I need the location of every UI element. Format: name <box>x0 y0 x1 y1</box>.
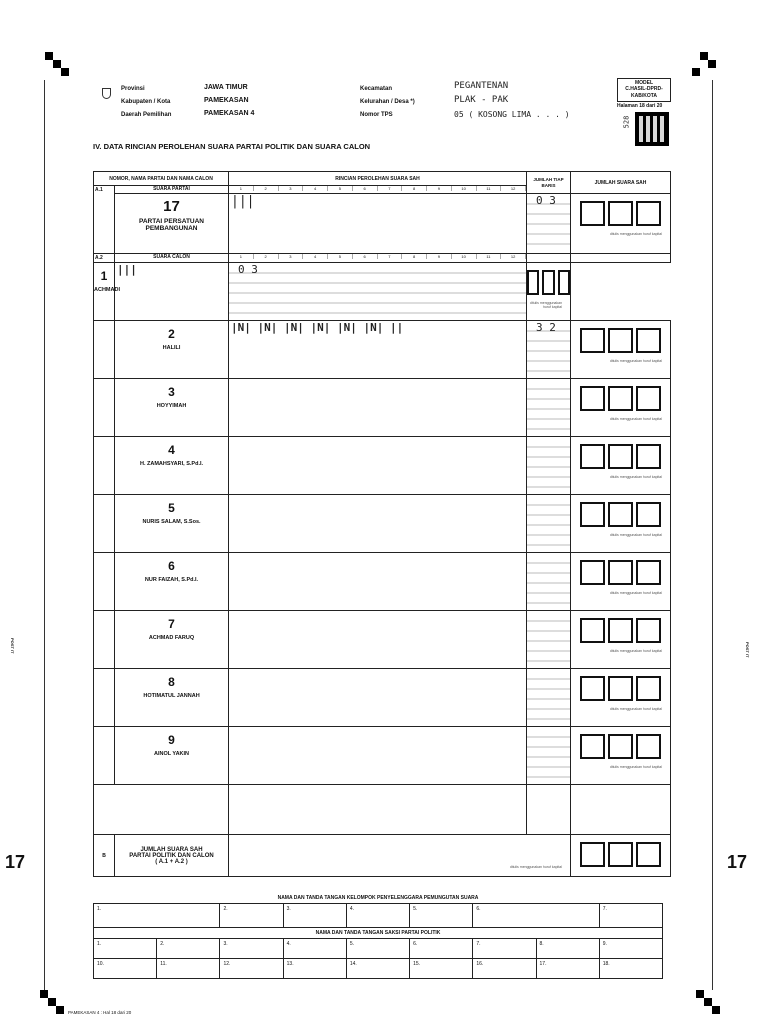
candidate-box-note: ditulis menggunakan huruf kapital <box>609 765 663 769</box>
candidate-row <box>94 263 671 321</box>
tally-column-number: 1 <box>229 254 254 259</box>
qr-code-icon <box>635 112 669 146</box>
tally-column-number: 3 <box>279 186 304 191</box>
code-cell <box>94 495 115 553</box>
side-label-left: POST IT <box>10 638 15 654</box>
candidate-number: 2 <box>168 327 175 341</box>
candidate-cell <box>115 553 229 611</box>
side-number-left: 17 <box>5 852 26 872</box>
page-frame-right <box>712 80 713 990</box>
registration-mark-top-left <box>45 52 53 60</box>
candidate-sum-boxes[interactable] <box>571 321 670 353</box>
model-line-1: MODEL <box>634 80 654 86</box>
signature-slot[interactable]: 1. <box>94 904 220 928</box>
candidate-number: 6 <box>168 559 175 573</box>
model-line-2: C.HASIL-DPRD- <box>625 86 663 93</box>
tally-column-number: 2 <box>254 254 279 259</box>
registration-mark-top-left-2 <box>53 60 61 68</box>
spacer-cell-2 <box>571 254 671 263</box>
signature-slot[interactable]: 8. <box>536 939 599 959</box>
candidate-box-note: ditulis menggunakan huruf kapital <box>609 533 663 537</box>
tally-column-number: 9 <box>427 254 452 259</box>
registration-mark-top-right-2 <box>708 60 716 68</box>
candidate-tally-area[interactable] <box>229 495 527 553</box>
total-line-2: PARTAI POLITIK DAN CALON <box>129 852 214 859</box>
candidate-box-note: ditulis menggunakan huruf kapital <box>609 591 663 595</box>
candidate-cell <box>115 669 229 727</box>
candidate-cell <box>94 263 120 321</box>
signature-slot[interactable]: 4. <box>346 904 409 928</box>
candidate-number: 9 <box>168 733 175 747</box>
blank-total <box>527 785 571 835</box>
signature-slot[interactable]: 17. <box>536 959 599 979</box>
tally-column-number: 7 <box>378 186 403 191</box>
candidate-sum-cell <box>571 495 671 553</box>
candidate-sum-cell <box>527 263 571 321</box>
candidate-box-note: ditulis menggunakan huruf kapital <box>609 707 663 711</box>
tally-column-number: 8 <box>402 254 427 259</box>
candidate-cell <box>115 611 229 669</box>
candidate-box-note: ditulis menggunakan huruf kapital <box>609 417 663 421</box>
candidate-sum-cell <box>571 437 671 495</box>
registration-mark-top-right <box>700 52 708 60</box>
total-note-cell <box>229 835 571 877</box>
total-code: B <box>94 835 115 877</box>
candidate-row <box>94 611 671 669</box>
candidate-tally-area[interactable] <box>229 727 527 785</box>
candidate-row-total-cell[interactable] <box>527 495 571 553</box>
registration-mark-bottom-left-2 <box>48 998 56 1006</box>
candidate-sum-boxes[interactable] <box>571 553 670 585</box>
total-sum-cell <box>571 835 671 877</box>
side-label-right: POST IT <box>745 642 750 658</box>
candidate-tally: |N| |N| |N| |N| |N| |N| || <box>231 321 404 334</box>
candidate-row <box>94 553 671 611</box>
candidate-number: 8 <box>168 675 175 689</box>
model-line-3: KAB/KOTA <box>630 92 657 99</box>
candidate-box-note: ditulis menggunakan huruf kapital <box>609 475 663 479</box>
suara-calon-label: SUARA CALON <box>115 254 229 263</box>
tally-column-number: 7 <box>378 254 403 259</box>
party-code: A.1 <box>94 186 115 254</box>
results-table <box>93 171 671 877</box>
signature-slot[interactable]: 3. <box>283 904 346 928</box>
candidate-name: H. ZAMAHSYARI, S.Pd.I. <box>139 461 204 467</box>
signature-slot[interactable]: 11. <box>157 959 220 979</box>
registration-mark-bottom-left-3 <box>56 1006 64 1014</box>
party-cell <box>115 194 229 254</box>
tally-column-number: 4 <box>303 254 328 259</box>
tally-number-row-2 <box>229 254 527 263</box>
total-line-1: JUMLAH SUARA SAH <box>140 846 203 853</box>
candidate-sum-boxes[interactable] <box>527 263 570 295</box>
signature-table <box>93 893 663 979</box>
tally-column-number: 8 <box>402 186 427 191</box>
side-number-right: 17 <box>727 852 748 872</box>
candidate-cell <box>115 495 229 553</box>
candidate-row <box>94 727 671 785</box>
candidate-name: NUR FAIZAH, S.Pd.I. <box>144 577 199 583</box>
signature-slot[interactable]: 15. <box>410 959 473 979</box>
signature-slot[interactable]: 7. <box>599 904 662 928</box>
candidate-cell <box>115 727 229 785</box>
tally-column-number: 6 <box>353 254 378 259</box>
candidate-sum-boxes[interactable] <box>571 379 670 411</box>
candidate-row-total: 0 3 <box>238 263 258 276</box>
total-line-3: ( A.1 + A.2 ) <box>155 858 188 865</box>
tally-column-number: 5 <box>328 254 353 259</box>
candidate-sum-cell <box>571 553 671 611</box>
candidate-sum-boxes[interactable] <box>571 727 670 759</box>
dapil-value: PAMEKASAN 4 <box>204 110 255 117</box>
candidate-row <box>94 379 671 437</box>
signature-slot[interactable]: 3. <box>220 939 283 959</box>
candidate-sum-cell <box>571 379 671 437</box>
model-box <box>617 78 671 102</box>
candidate-sum-cell <box>571 611 671 669</box>
candidate-row <box>94 321 671 379</box>
candidate-number: 3 <box>168 385 175 399</box>
blank-tally <box>229 785 527 835</box>
signature-slot[interactable]: 13. <box>283 959 346 979</box>
page-frame-left <box>44 80 45 990</box>
col-header-sum: JUMLAH SUARA SAH <box>571 172 671 194</box>
total-sum-boxes[interactable] <box>571 835 670 867</box>
candidate-tally-area[interactable] <box>229 669 527 727</box>
party-number: 17 <box>163 198 180 215</box>
candidate-number: 5 <box>168 501 175 515</box>
candidate-tally-area[interactable] <box>229 553 527 611</box>
tally-number-row <box>229 186 527 194</box>
total-label <box>115 835 229 877</box>
footer-text: PAMEKASAN 4 : Hal 18 dari 20 <box>68 1010 132 1015</box>
tally-column-number: 11 <box>477 254 502 259</box>
code-cell <box>94 553 115 611</box>
candidate-cell <box>115 379 229 437</box>
candidates-code: A.2 <box>94 254 115 263</box>
provinsi-label: Provinsi <box>121 86 145 92</box>
candidate-tally-area[interactable] <box>229 611 527 669</box>
provinsi-value: JAWA TIMUR <box>204 84 248 91</box>
tally-column-number: 1 <box>229 186 254 191</box>
candidate-name: HOTIMATUL JANNAH <box>143 693 200 699</box>
candidate-sum-cell <box>571 727 671 785</box>
candidate-cell <box>115 437 229 495</box>
party-row-total: 0 3 <box>536 194 556 207</box>
tally-column-number: 4 <box>303 186 328 191</box>
candidate-row-total-cell[interactable] <box>527 611 571 669</box>
tps-label: Nomor TPS <box>360 112 393 118</box>
tally-column-number: 10 <box>452 254 477 259</box>
kabupaten-value: PAMEKASAN <box>204 97 249 104</box>
candidate-sum-cell <box>571 321 671 379</box>
signature-slot[interactable]: 6. <box>410 939 473 959</box>
tally-column-number: 6 <box>353 186 378 191</box>
saksi-title: NAMA DAN TANDA TANGAN SAKSI PARTAI POLITIK <box>94 928 663 939</box>
candidate-box-note: ditulis menggunakan huruf kapital <box>609 649 663 653</box>
kelurahan-label: Kelurahan / Desa *) <box>360 99 415 105</box>
registration-mark-bottom-right-3 <box>712 1006 720 1014</box>
signature-slot[interactable]: 2. <box>157 939 220 959</box>
candidate-sum-boxes[interactable] <box>571 495 670 527</box>
emblem-icon <box>102 88 111 99</box>
tally-column-number: 2 <box>254 186 279 191</box>
candidate-row-total-cell[interactable] <box>527 553 571 611</box>
tally-column-number: 11 <box>477 186 502 191</box>
party-tally: ||| <box>231 194 255 209</box>
candidate-name: NURIS SALAM, S.Sos. <box>142 519 201 525</box>
code-cell <box>94 379 115 437</box>
kelurahan-value[interactable]: PLAK - PAK <box>454 95 509 105</box>
candidate-tally-area[interactable] <box>229 437 527 495</box>
tally-column-number: 5 <box>328 186 353 191</box>
page-indicator: Halaman 18 dari 20 <box>617 103 663 109</box>
candidate-row <box>94 669 671 727</box>
signature-slot[interactable]: 5. <box>346 939 409 959</box>
candidate-number: 4 <box>168 443 175 457</box>
kabupaten-label: Kabupaten / Kota <box>121 99 171 105</box>
col-header-row-total: JUMLAH TIAP BARIS <box>527 172 571 194</box>
candidate-row-total-cell[interactable] <box>527 437 571 495</box>
candidate-sum-boxes[interactable] <box>571 611 670 643</box>
signature-slot[interactable]: 14. <box>346 959 409 979</box>
tally-column-number: 3 <box>279 254 304 259</box>
col-header-name: NOMOR, NAMA PARTAI DAN NAMA CALON <box>94 172 229 186</box>
candidate-row-total: 3 2 <box>536 321 556 334</box>
handwritten-code: 528 <box>622 115 631 129</box>
registration-mark-top-right-3 <box>692 68 700 76</box>
candidate-row <box>94 495 671 553</box>
section-title: IV. DATA RINCIAN PEROLEHAN SUARA PARTAI POLITIK DAN SUARA CALON <box>93 142 371 151</box>
candidate-name: ACHMADI <box>94 287 120 293</box>
signature-slot[interactable]: 1. <box>94 939 157 959</box>
signature-slot[interactable]: 18. <box>599 959 662 979</box>
candidate-box-note: ditulis menggunakan huruf kapital <box>609 359 663 363</box>
party-row-total-cell[interactable] <box>527 194 571 254</box>
candidate-tally-area[interactable] <box>229 379 527 437</box>
code-cell <box>94 611 115 669</box>
party-name-line-2: PEMBANGUNAN <box>145 225 198 232</box>
party-name-line-1: PARTAI PERSATUAN <box>139 218 204 225</box>
registration-mark-top-left-3 <box>61 68 69 76</box>
party-sum-cell <box>571 194 671 254</box>
signature-slot[interactable]: 2. <box>220 904 283 928</box>
candidate-row-total-cell[interactable] <box>229 263 527 321</box>
candidate-name: ACHMAD FARUQ <box>148 635 195 641</box>
registration-mark-bottom-left <box>40 990 48 998</box>
candidate-number: 7 <box>168 617 175 631</box>
candidate-row-total-cell[interactable] <box>527 321 571 379</box>
code-cell <box>94 669 115 727</box>
candidate-tally-area[interactable] <box>229 321 527 379</box>
candidate-tally: ||| <box>117 263 137 276</box>
signature-slot[interactable]: 12. <box>220 959 283 979</box>
col-header-detail: RINCIAN PEROLEHAN SUARA SAH <box>229 172 527 186</box>
candidate-row-total-cell[interactable] <box>527 669 571 727</box>
tally-column-number: 10 <box>452 186 477 191</box>
signature-slot[interactable]: 4. <box>283 939 346 959</box>
tally-column-number: 12 <box>501 186 526 191</box>
code-cell <box>94 727 115 785</box>
candidate-name: HOYYIMAH <box>156 403 187 409</box>
candidate-row <box>94 437 671 495</box>
candidate-box-note: ditulis menggunakan huruf kapital <box>529 301 563 309</box>
kpps-title: NAMA DAN TANDA TANGAN KELOMPOK PENYELENGGARA PEMUNGUTAN SUARA <box>277 895 479 901</box>
tps-value[interactable]: 05 ( KOSONG LIMA . . . ) <box>454 110 570 119</box>
blank-cell <box>94 785 229 835</box>
blank-sum <box>571 785 671 835</box>
candidate-number: 1 <box>100 269 108 283</box>
registration-mark-bottom-right <box>696 990 704 998</box>
spacer-cell <box>527 254 571 263</box>
code-cell <box>94 321 115 379</box>
candidate-sum-cell <box>571 669 671 727</box>
signature-slot[interactable]: 6. <box>473 904 599 928</box>
candidate-name: AINOL YAKIN <box>153 751 190 757</box>
tally-column-number: 9 <box>427 186 452 191</box>
total-box-note: ditulis menggunakan huruf kapital <box>509 865 563 869</box>
tally-column-number: 12 <box>501 254 526 259</box>
signature-slot[interactable]: 10. <box>94 959 157 979</box>
registration-mark-bottom-right-2 <box>704 998 712 1006</box>
candidate-sum-boxes[interactable] <box>571 437 670 469</box>
candidate-tally-area[interactable] <box>115 263 229 321</box>
code-cell <box>94 437 115 495</box>
party-sum-boxes[interactable] <box>571 194 670 226</box>
candidate-cell <box>115 321 229 379</box>
candidate-name: HALILI <box>162 345 181 351</box>
candidate-row-total-cell[interactable] <box>527 379 571 437</box>
signature-slot[interactable]: 7. <box>473 939 536 959</box>
suara-partai-label: SUARA PARTAI <box>115 186 229 194</box>
dapil-label: Daerah Pemilihan <box>121 112 172 118</box>
signature-slot[interactable]: 5. <box>410 904 473 928</box>
candidate-row-total-cell[interactable] <box>527 727 571 785</box>
signature-slot[interactable]: 16. <box>473 959 536 979</box>
party-tally-area[interactable] <box>229 194 527 254</box>
kecamatan-label: Kecamatan <box>360 86 393 92</box>
signature-slot[interactable]: 9. <box>599 939 662 959</box>
kecamatan-value[interactable]: PEGANTENAN <box>454 81 509 91</box>
party-box-note: ditulis menggunakan huruf kapital <box>609 232 663 236</box>
candidate-sum-boxes[interactable] <box>571 669 670 701</box>
